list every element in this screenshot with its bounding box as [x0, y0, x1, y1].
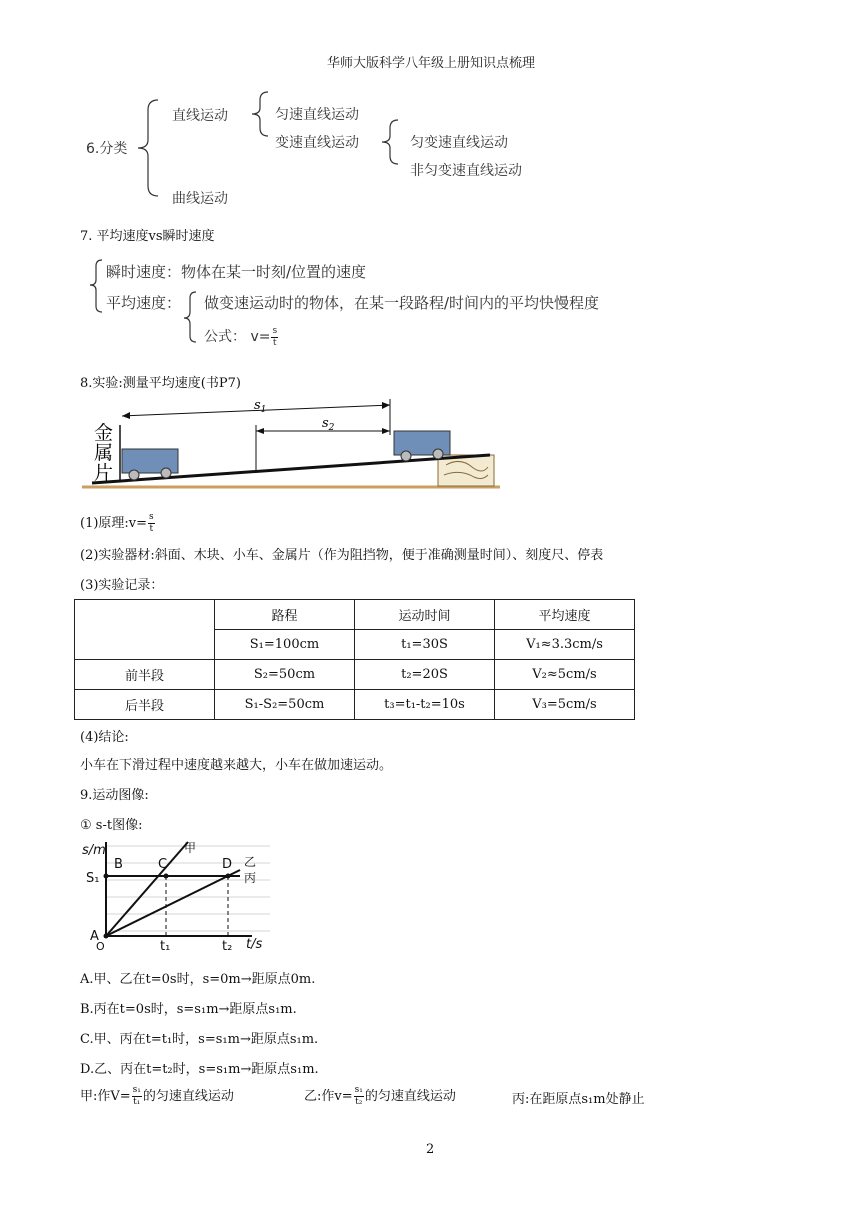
table-cell: S₁=100cm [215, 630, 355, 660]
formula-fraction [271, 327, 278, 348]
incline-diagram [80, 395, 505, 495]
jia-suffix: 的匀速直线运动 [142, 1089, 234, 1104]
record-table [74, 599, 635, 720]
equipment-line: (2)实验器材:斜面、木块、小车、金属片（作为阻挡物，便于准确测量时间）、刻度尺、停表 [80, 548, 604, 563]
t2-tick-label: t₂ [222, 939, 233, 954]
record-title: (3)实验记录： [80, 578, 164, 593]
table-cell: V₁≈3.3cm/s [495, 630, 635, 660]
page-header: 华师大版科学八年级上册知识点梳理 [327, 56, 536, 71]
yi-den: t₂ [355, 1097, 363, 1107]
yi-fraction [354, 1086, 364, 1107]
yi-prefix: 乙:作v= [304, 1089, 353, 1104]
page-number: 2 [426, 1142, 435, 1157]
t1-tick-label: t₁ [160, 939, 171, 954]
uniformly-variable-motion: 匀变速直线运动 [410, 135, 508, 151]
non-uniform-variable-motion: 非匀变速直线运动 [410, 163, 522, 179]
table-cell [75, 600, 215, 660]
jia-den: t₁ [133, 1097, 141, 1107]
point-d-label: D [222, 857, 233, 872]
conclusion-title: (4)结论: [80, 730, 129, 745]
point-a-label: A [90, 929, 99, 944]
principle-prefix: (1)原理:v= [80, 516, 148, 531]
graph-note-a: A.甲、乙在t=0s时，s=0m→距原点0m. [80, 972, 316, 987]
yi-suffix: 的匀速直线运动 [364, 1089, 456, 1104]
formula-num: s [272, 325, 278, 336]
yi-num: s₁ [354, 1085, 363, 1095]
table-row [75, 600, 635, 630]
table-cell: V₃=5cm/s [495, 690, 635, 720]
principle-num: s [149, 512, 154, 522]
sec8-title: 8.实验:测量平均速度(书P7) [80, 376, 241, 391]
table-row [75, 660, 635, 690]
table-cell: 后半段 [75, 690, 215, 720]
table-cell: S₂=50cm [215, 660, 355, 690]
table-cell: t₃=t₁-t₂=10s [355, 690, 495, 720]
instant-speed-def: 瞬时速度：物体在某一时刻/位置的速度 [106, 263, 367, 281]
table-header: 运动时间 [355, 600, 495, 630]
s1-label: $s_1$ [254, 398, 267, 415]
sec7-title: 7. 平均速度vs瞬时速度 [80, 229, 215, 244]
point-c-label: C [158, 857, 168, 872]
principle-line [80, 512, 156, 534]
line-bing-label: 丙 [244, 871, 257, 885]
jia-prefix: 甲:作V= [80, 1089, 131, 1104]
formula-label: 公式： v= [204, 329, 271, 345]
point-b-label: B [114, 857, 123, 872]
jia-fraction [132, 1086, 142, 1107]
table-cell: V₂≈5cm/s [495, 660, 635, 690]
principle-den: t [149, 524, 154, 534]
table-cell: 前半段 [75, 660, 215, 690]
uniform-motion: 匀速直线运动 [275, 107, 359, 123]
table-cell: S₁-S₂=50cm [215, 690, 355, 720]
jia-motion [80, 1085, 234, 1107]
bing-motion: 丙:在距原点s₁m处静止 [512, 1092, 645, 1107]
straight-motion: 直线运动 [172, 108, 228, 124]
table-cell: t₂=20S [355, 660, 495, 690]
conclusion-text: 小车在下滑过程中速度越来越大，小车在做加速运动。 [80, 758, 393, 773]
yi-motion [304, 1085, 456, 1107]
formula-den: t [273, 337, 277, 348]
metal-label-2: 属 [94, 442, 114, 464]
graph-note-b: B.丙在t=0s时，s=s₁m→距原点s₁m. [80, 1002, 297, 1017]
line-jia-label: 甲 [184, 841, 197, 855]
table-header: 平均速度 [495, 600, 635, 630]
principle-fraction [148, 513, 155, 534]
table-header: 路程 [215, 600, 355, 630]
metal-label-1: 金 [94, 422, 114, 444]
s1-tick-label: S₁ [86, 871, 100, 886]
average-speed-label: 平均速度： [106, 294, 182, 312]
classification-label: 6.分类 [86, 141, 128, 157]
table-cell: t₁=30S [355, 630, 495, 660]
y-axis-label: s/m [82, 843, 106, 858]
st-graph-title: ① s-t图像: [80, 818, 143, 833]
curve-motion: 曲线运动 [172, 191, 228, 207]
graph-note-c: C.甲、丙在t=t₁时，s=s₁m→距原点s₁m. [80, 1032, 319, 1047]
origin-label: O [96, 940, 105, 953]
variable-motion: 变速直线运动 [275, 135, 359, 151]
metal-label-3: 片 [94, 462, 114, 484]
x-axis-label: t/s [246, 937, 263, 952]
st-graph [80, 836, 280, 954]
line-yi-label: 乙 [244, 855, 257, 869]
formula-line [204, 326, 279, 348]
average-speed-def: 做变速运动时的物体，在某一段路程/时间内的平均快慢程度 [204, 294, 600, 312]
table-row [75, 690, 635, 720]
jia-num: s₁ [132, 1085, 141, 1095]
sec9-title: 9.运动图像: [80, 788, 149, 803]
s2-label: $s_2$ [322, 416, 335, 433]
graph-note-d: D.乙、丙在t=t₂时，s=s₁m→距原点s₁m. [80, 1062, 319, 1077]
